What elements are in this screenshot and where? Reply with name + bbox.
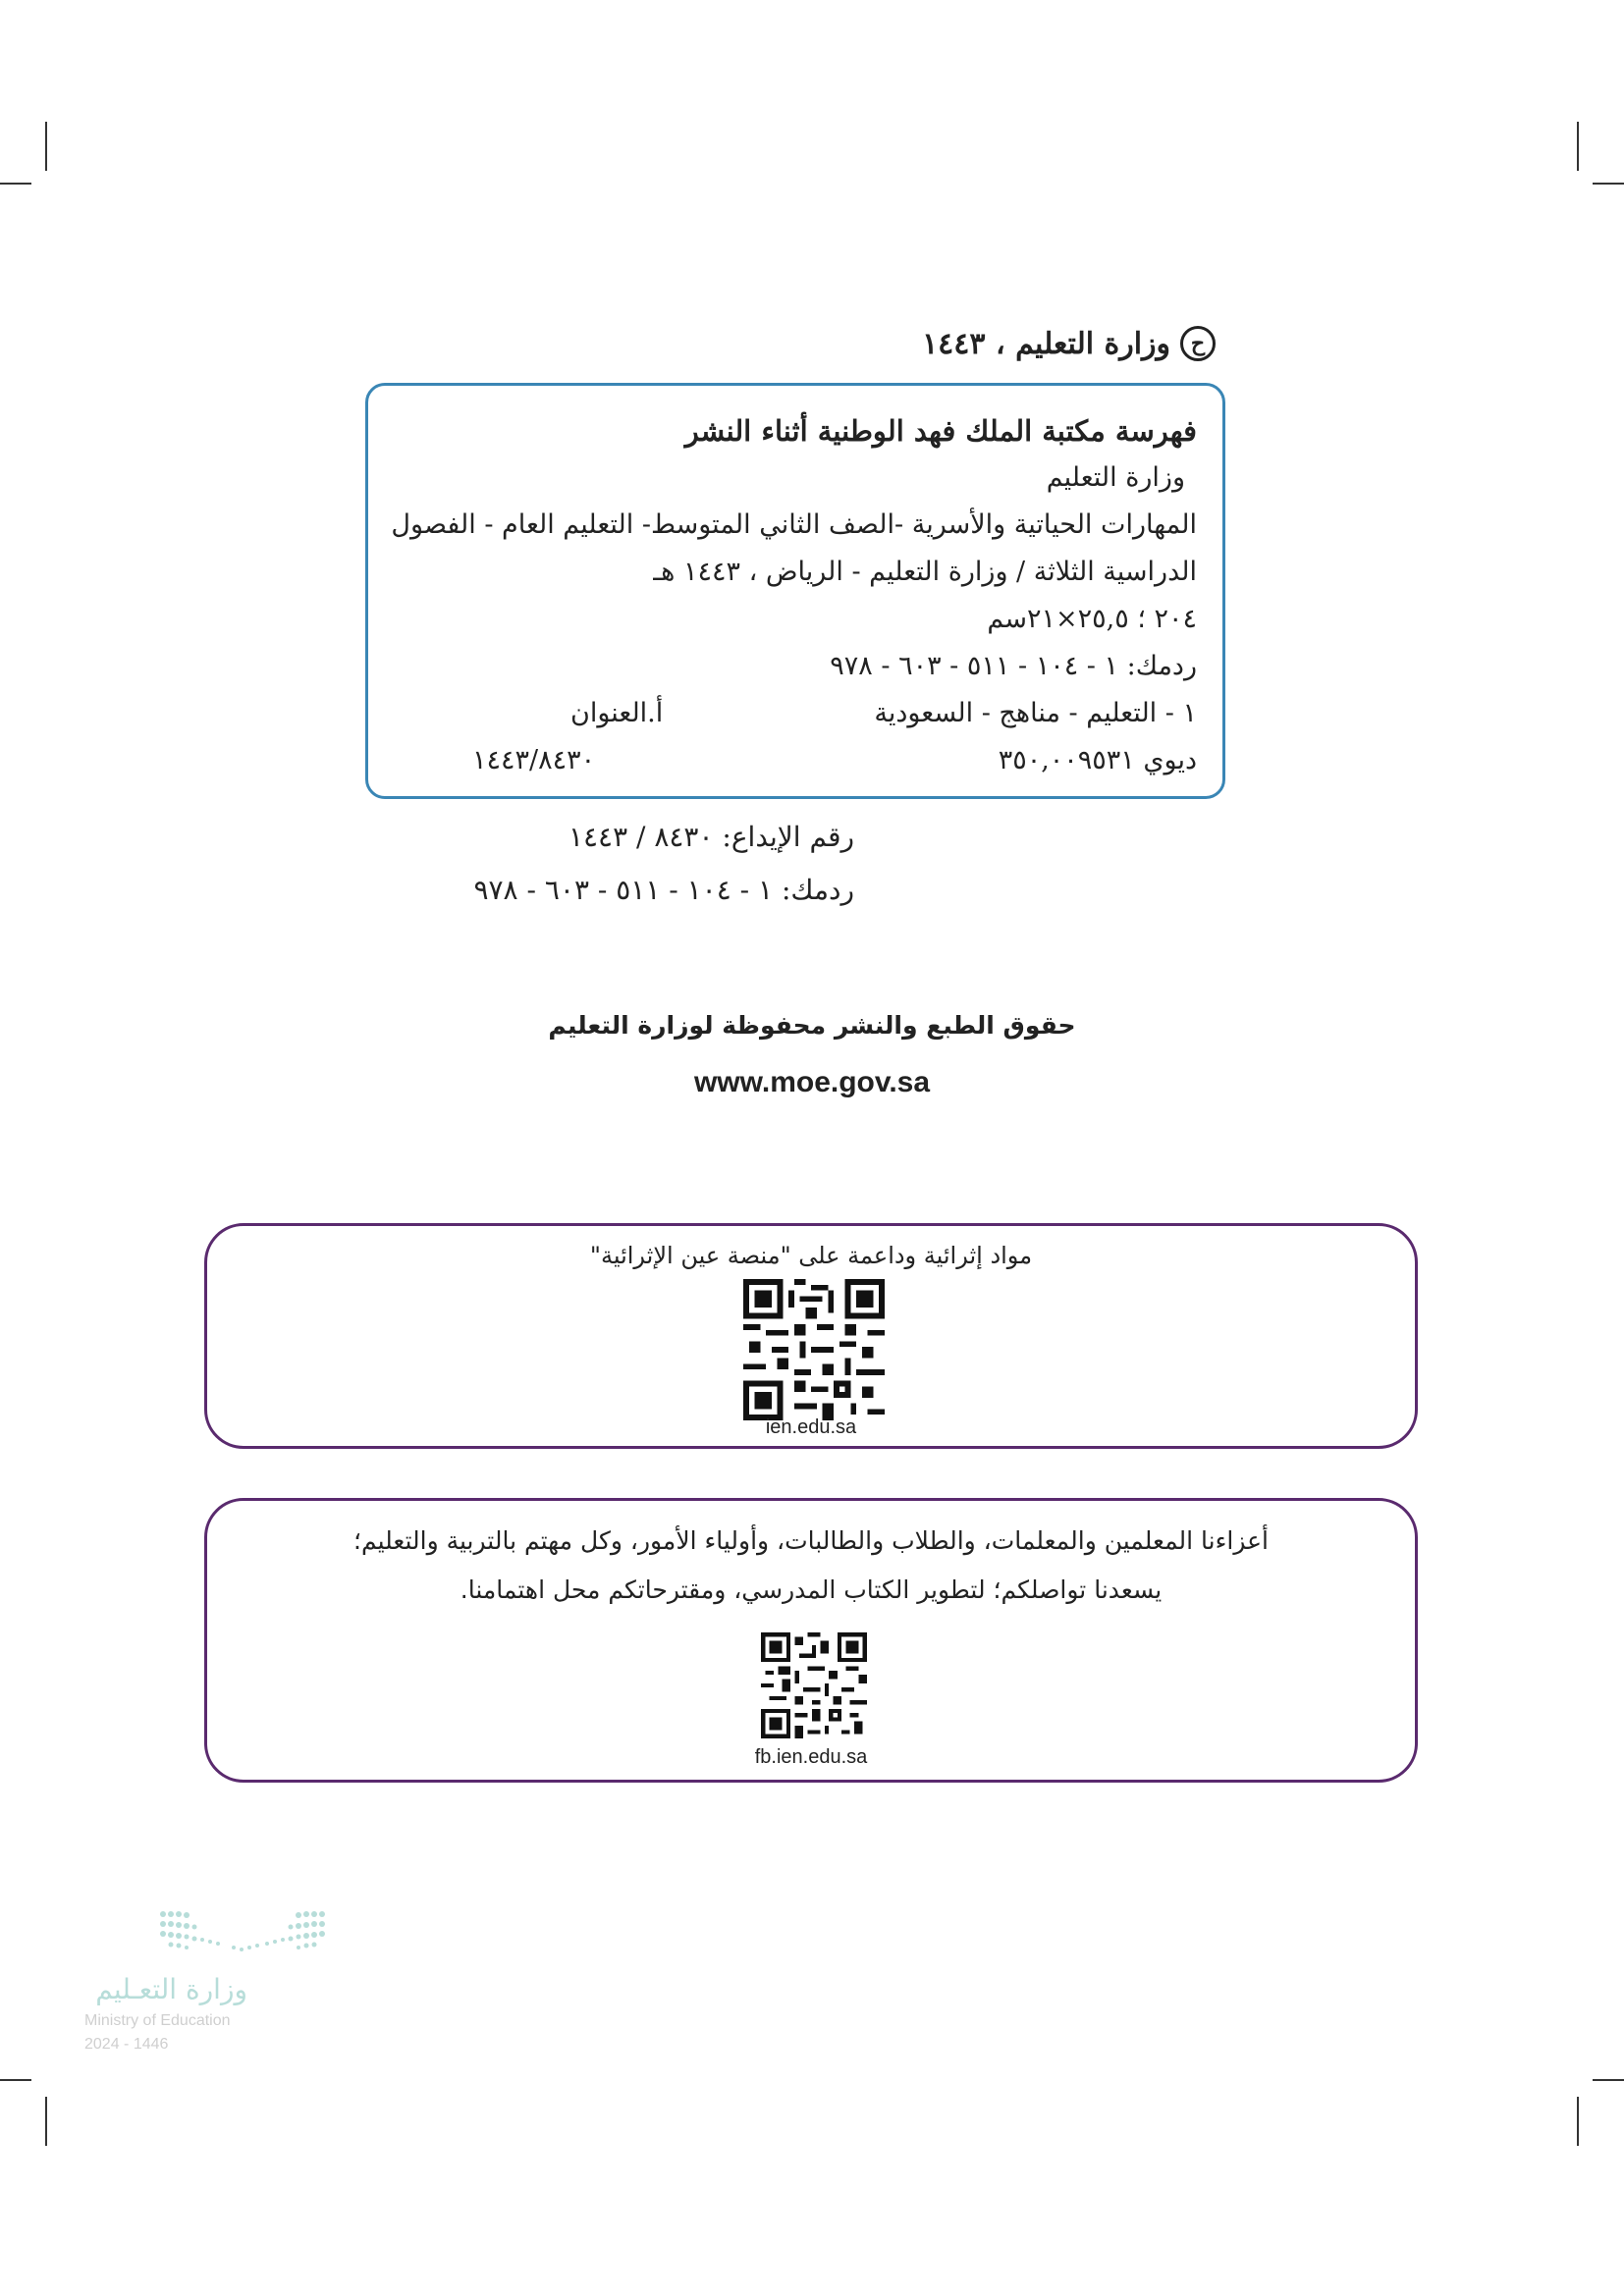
crop-mark [0, 2079, 31, 2081]
catalog-isbn: ردمك: ١ - ١٠٤ - ٥١١ - ٦٠٣ - ٩٧٨ [830, 651, 1197, 681]
crop-mark [45, 122, 47, 171]
copyright-symbol: ح [1180, 326, 1216, 361]
deposit-info [473, 811, 854, 917]
catalog-title-entry: أ.العنوان [570, 698, 664, 728]
crop-mark [45, 2097, 47, 2146]
website-link[interactable]: www.moe.gov.sa [693, 1066, 931, 1098]
crop-mark [1577, 2097, 1579, 2146]
qr-code-icon[interactable] [761, 1632, 867, 1738]
ministry-logo [84, 1908, 330, 2056]
cataloging-in-publication-box [365, 383, 1225, 799]
catalog-dewey: ديوي ٣٥٠,٠٠٩٥٣١ [998, 745, 1197, 775]
ien-qr-caption[interactable]: ien.edu.sa [765, 1416, 857, 1438]
deposit-isbn: ردمك: ١ - ١٠٤ - ٥١١ - ٦٠٣ - ٩٧٨ [473, 874, 854, 906]
logo-dots-icon [159, 1908, 326, 1957]
catalog-author: وزارة التعليم [1046, 462, 1185, 493]
catalog-dewey-row [394, 737, 1197, 784]
catalog-subject: ١ - التعليم - مناهج - السعودية [874, 698, 1197, 728]
copyright-line [922, 326, 1216, 361]
crop-mark [0, 183, 31, 185]
feedback-box [204, 1498, 1418, 1783]
ien-platform-box [204, 1223, 1418, 1449]
crop-mark [1593, 2079, 1624, 2081]
catalog-description-line1: المهارات الحياتية والأسرية -الصف الثاني المتوسط- التعليم العام - الفصول [391, 509, 1197, 540]
feedback-line1: أعزاءنا المعلمين والمعلمات، والطلاب والطالبات، وأولياء الأمور، وكل مهتم بالتربية والتعليم؛ [353, 1526, 1269, 1555]
rights-statement: حقوق الطبع والنشر محفوظة لوزارة التعليم [548, 1011, 1076, 1040]
catalog-call-number: ١٤٤٣/٨٤٣٠ [472, 745, 596, 775]
crop-mark [1577, 122, 1579, 171]
catalog-subject-row [394, 690, 1197, 737]
qr-code-icon[interactable] [743, 1279, 885, 1420]
logo-english-text: Ministry of Education [84, 2012, 231, 2029]
logo-year: 2024 - 1446 [84, 2036, 169, 2053]
deposit-number: رقم الإيداع: ٨٤٣٠ / ١٤٤٣ [568, 821, 854, 853]
copyright-text: وزارة التعليم ، ١٤٤٣ [922, 326, 1170, 361]
ien-box-text: مواد إثرائية وداعمة على "منصة عين الإثرائية" [589, 1242, 1033, 1269]
catalog-description-line2: الدراسية الثلاثة / وزارة التعليم - الرياض ، ١٤٤٣ هـ [653, 557, 1197, 587]
feedback-line2: يسعدنا تواصلكم؛ لتطوير الكتاب المدرسي، ومقترحاتكم محل اهتمامنا. [460, 1575, 1163, 1604]
crop-mark [1593, 183, 1624, 185]
logo-arabic-text: وزارة التعـليم [95, 1973, 247, 2005]
catalog-pages-size: ٢٠٤ ؛ ٢٥,٥×٢١سم [987, 604, 1197, 634]
catalog-title: فهرسة مكتبة الملك فهد الوطنية أثناء النشر [684, 414, 1197, 448]
feedback-qr-caption[interactable]: fb.ien.edu.sa [754, 1746, 868, 1768]
